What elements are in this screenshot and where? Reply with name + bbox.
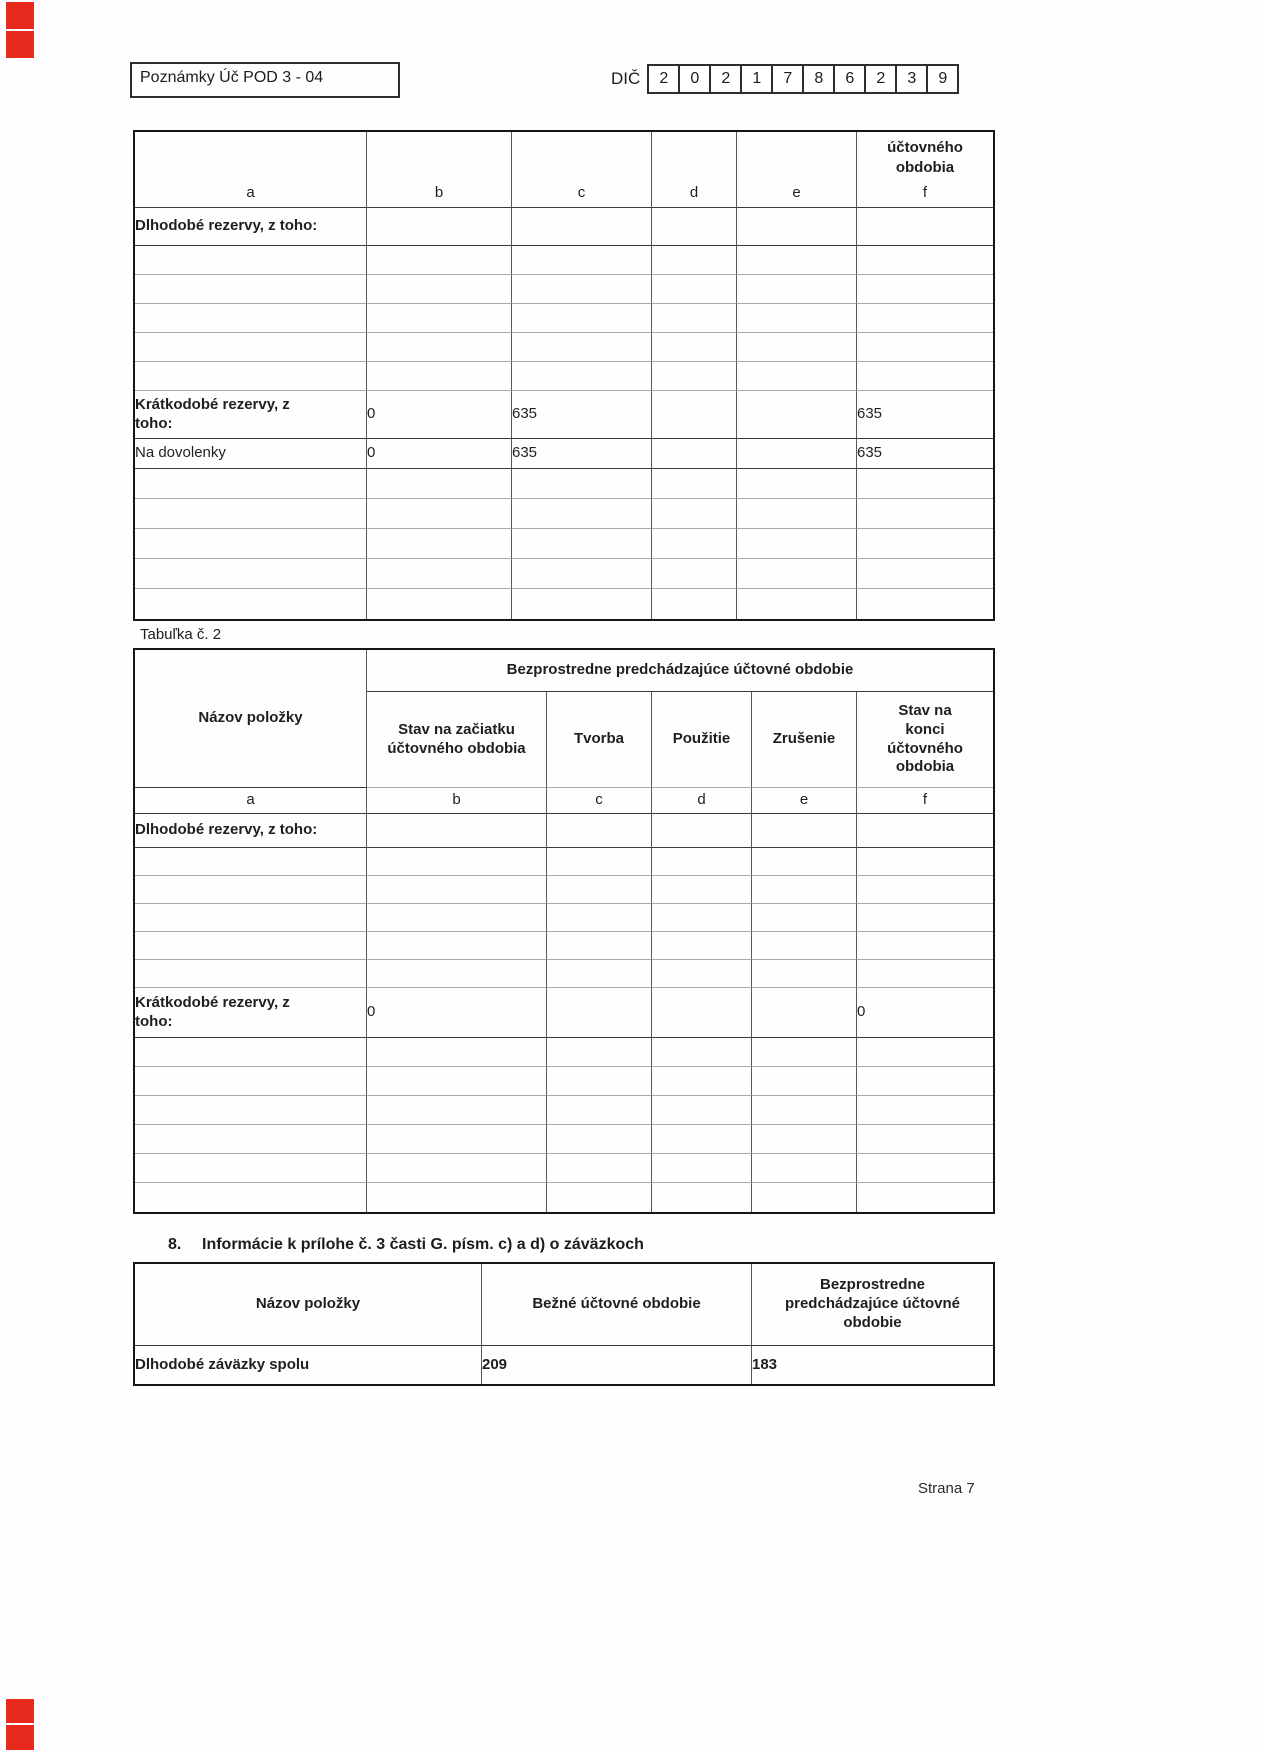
column-f-header: účtovného obdobia xyxy=(887,139,963,176)
column-previous-period-header: Bezprostredne predchádzajúce účtovné obdobie xyxy=(752,1264,993,1346)
form-title-box xyxy=(130,62,400,98)
row-kratkodobe-rezervy xyxy=(135,988,993,1038)
column-e-header: Zrušenie xyxy=(752,692,857,788)
dic-digit: 7 xyxy=(773,66,804,92)
row-label: Krátkodobé rezervy, z toho: xyxy=(135,391,367,439)
table-2-letters-row xyxy=(135,788,993,814)
dic-digit: 8 xyxy=(804,66,835,92)
dic-digit: 2 xyxy=(711,66,742,92)
column-a-header: Názov položky xyxy=(135,650,367,788)
table-2-merged-header-row xyxy=(135,650,993,692)
dic-digit: 0 xyxy=(680,66,711,92)
empty-row xyxy=(135,362,993,391)
empty-row xyxy=(135,960,993,988)
empty-row xyxy=(135,1154,993,1183)
cell-value-f: 635 xyxy=(857,391,993,439)
empty-row xyxy=(135,1067,993,1096)
form-title: Poznámky Úč POD 3 - 04 xyxy=(140,69,324,86)
row-label: Dlhodobé rezervy, z toho: xyxy=(135,814,367,848)
empty-row xyxy=(135,559,993,589)
page-number: Strana 7 xyxy=(918,1480,975,1497)
empty-row xyxy=(135,876,993,904)
dic-digit: 1 xyxy=(742,66,773,92)
section-8-heading xyxy=(168,1236,644,1254)
column-letter-b: b xyxy=(434,184,444,202)
table-2-predchadzajuce-obdobie xyxy=(133,648,995,1214)
empty-row xyxy=(135,333,993,362)
dic-digit: 2 xyxy=(866,66,897,92)
empty-row xyxy=(135,1038,993,1067)
empty-row xyxy=(135,848,993,876)
cell-value-c: 635 xyxy=(512,439,652,469)
column-letter-d: d xyxy=(652,788,752,814)
empty-row xyxy=(135,932,993,960)
column-letter-c: c xyxy=(577,184,586,202)
dic-digit-boxes xyxy=(647,64,959,94)
row-dlhodobe-rezervy xyxy=(135,208,993,246)
dic-digit: 9 xyxy=(938,70,948,87)
empty-row xyxy=(135,275,993,304)
column-letter-e: e xyxy=(792,184,801,202)
empty-row xyxy=(135,529,993,559)
column-c-header: Tvorba xyxy=(547,692,652,788)
empty-row xyxy=(135,1183,993,1212)
empty-row xyxy=(135,469,993,499)
column-letter-e: e xyxy=(752,788,857,814)
row-label: Krátkodobé rezervy, z toho: xyxy=(135,988,367,1038)
empty-row xyxy=(135,246,993,275)
row-label: Dlhodobé záväzky spolu xyxy=(135,1346,482,1384)
table-cell xyxy=(857,132,993,208)
dic-digit: 6 xyxy=(835,66,866,92)
cell-value-f: 0 xyxy=(857,988,993,1038)
dic-field xyxy=(611,64,959,94)
cell-value-f: 635 xyxy=(857,439,993,469)
table-cell xyxy=(367,132,512,208)
table-1-rezervy xyxy=(133,130,995,621)
column-letter-b: b xyxy=(367,788,547,814)
table-3-zavazky xyxy=(133,1262,995,1386)
cell-value-b: 0 xyxy=(367,391,512,439)
column-d-header: Použitie xyxy=(652,692,752,788)
cell-value-c: 635 xyxy=(512,391,652,439)
dic-digit: 2 xyxy=(649,66,680,92)
column-letter-a: a xyxy=(135,788,367,814)
empty-row xyxy=(135,589,993,619)
empty-row xyxy=(135,904,993,932)
empty-row xyxy=(135,1096,993,1125)
empty-row xyxy=(135,1125,993,1154)
scan-artifact-red-mark xyxy=(6,2,34,29)
scan-artifact-red-mark xyxy=(6,1725,34,1750)
dic-digit: 3 xyxy=(897,66,928,92)
row-kratkodobe-rezervy xyxy=(135,391,993,439)
cell-value-previous: 183 xyxy=(752,1355,778,1373)
row-dlhodobe-rezervy xyxy=(135,814,993,848)
section-title: Informácie k prílohe č. 3 časti G. písm. c) a d) o záväzkoch xyxy=(202,1236,644,1253)
row-dlhodobe-zavazky xyxy=(135,1346,993,1384)
column-f-header: Stav na konci účtovného obdobia xyxy=(857,692,993,788)
cell-value-current: 209 xyxy=(482,1346,752,1384)
column-letter-f: f xyxy=(922,184,928,202)
scan-artifact-red-mark xyxy=(6,1699,34,1723)
row-label: Na dovolenky xyxy=(135,439,367,469)
section-number: 8. xyxy=(168,1236,182,1253)
column-letter-f: f xyxy=(857,788,993,814)
table-cell xyxy=(652,132,737,208)
scan-artifact-red-mark xyxy=(6,31,34,58)
table-2-caption: Tabuľka č. 2 xyxy=(140,626,222,643)
column-name-header: Názov položky xyxy=(135,1264,482,1346)
column-b-header: Stav na začiatku účtovného obdobia xyxy=(367,692,547,788)
empty-row xyxy=(135,499,993,529)
column-current-period-header: Bežné účtovné obdobie xyxy=(482,1264,752,1346)
column-letter-a: a xyxy=(246,184,255,202)
cell-value-b: 0 xyxy=(367,988,547,1038)
column-letter-d: d xyxy=(689,184,699,202)
empty-row xyxy=(135,304,993,333)
merged-period-header: Bezprostredne predchádzajúce účtovné obdobie xyxy=(367,650,993,692)
table-3-header-row xyxy=(135,1264,993,1346)
table-cell xyxy=(737,132,857,208)
table-1-header-row xyxy=(135,132,993,208)
cell-value-b: 0 xyxy=(367,439,512,469)
dic-label: DIČ xyxy=(611,69,641,88)
table-cell xyxy=(512,132,652,208)
table-cell xyxy=(135,132,367,208)
row-na-dovolenky xyxy=(135,439,993,469)
column-letter-c: c xyxy=(547,788,652,814)
row-label: Dlhodobé rezervy, z toho: xyxy=(135,208,367,246)
